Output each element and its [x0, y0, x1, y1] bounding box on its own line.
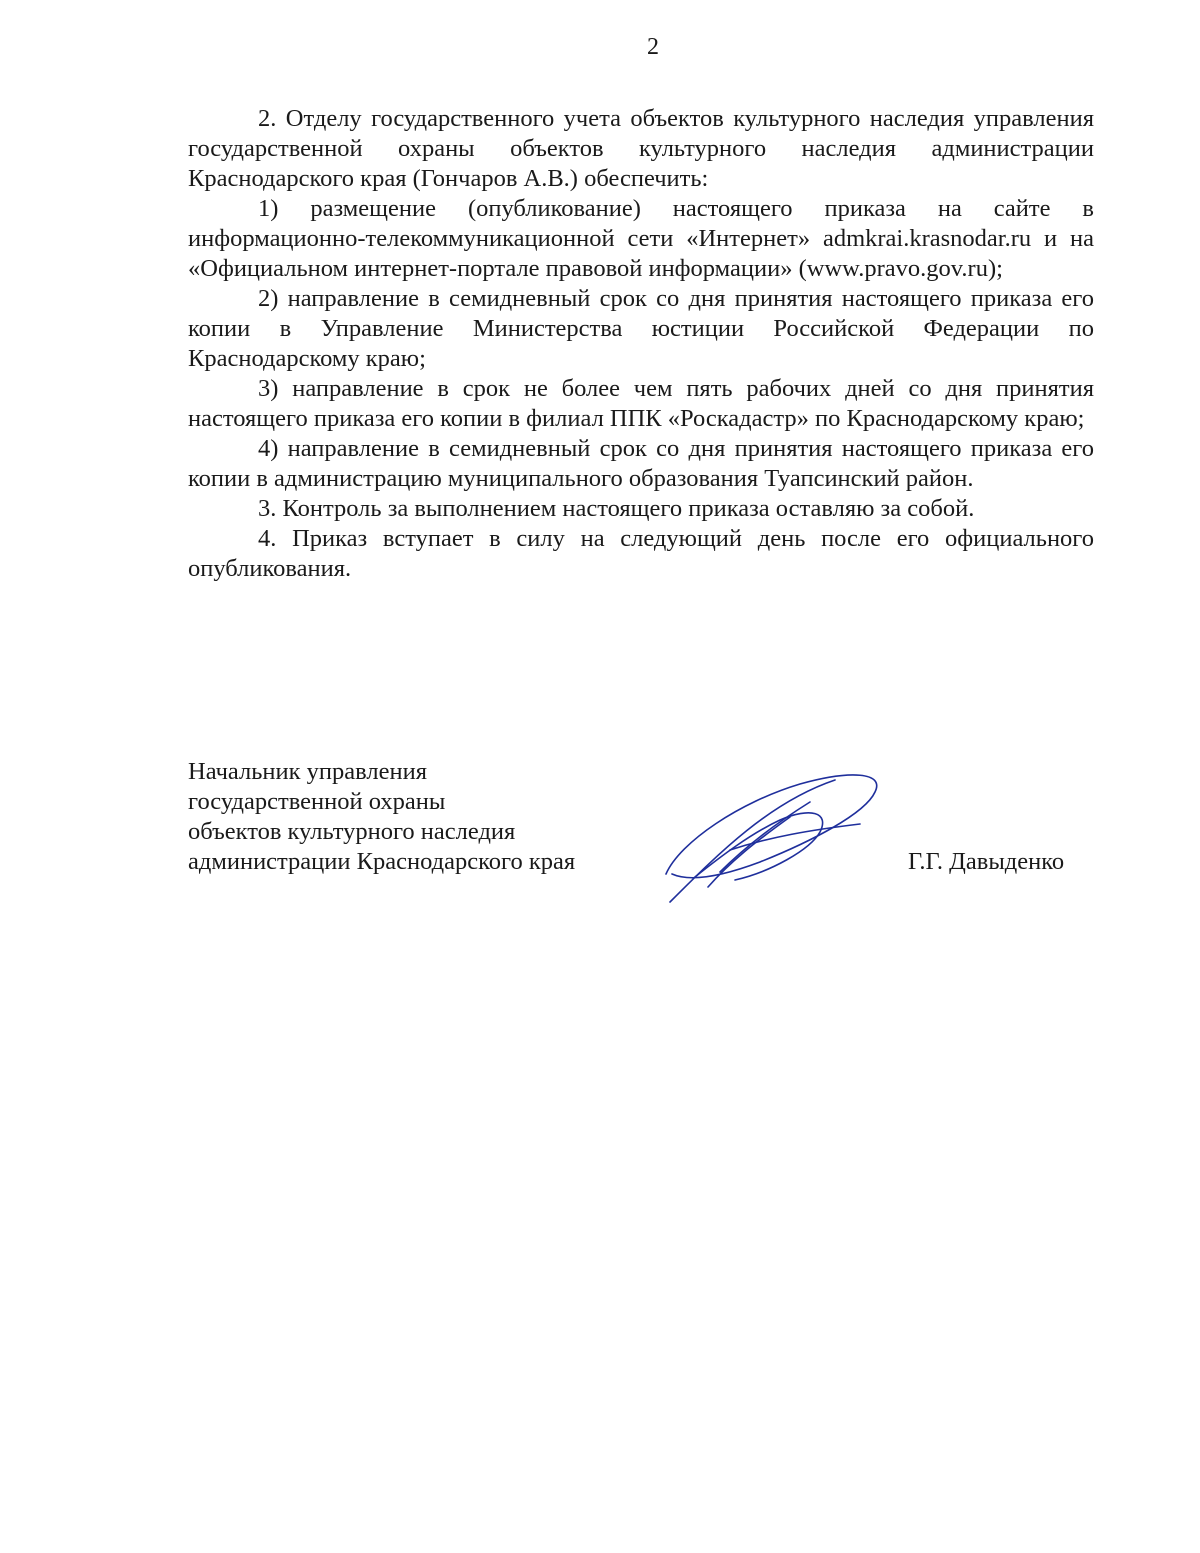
signatory-title-line: государственной охраны — [188, 788, 446, 815]
paragraph-subitem-4: 4) направление в семидневный срок со дня принятия настоящего приказа его копии в администрацию муниципального образования Туапсинский район. — [188, 435, 1094, 492]
paragraph-item-3: 3. Контроль за выполнением настоящего приказа оставляю за собой. — [258, 495, 975, 522]
signatory-title — [188, 757, 618, 877]
paragraph-subitem-2: 2) направление в семидневный срок со дня принятия настоящего приказа его копии в Управление Министерства юстиции Российской Федерации по Краснодарскому краю; — [188, 285, 1094, 372]
paragraph-item-2: 2. Отделу государственного учета объектов культурного наследия управления государственной охраны объектов культурного наследия администрации Краснодарского края (Гончаров А.В.) обеспечить: — [188, 105, 1094, 192]
handwritten-signature — [660, 762, 890, 907]
document-body — [188, 104, 1094, 584]
signer-name: Г.Г. Давыденко — [908, 848, 1065, 875]
signatory-title-line: объектов культурного наследия — [188, 818, 516, 845]
signatory-title-line: администрации Краснодарского края — [188, 848, 576, 875]
signatory-title-line: Начальник управления — [188, 758, 427, 785]
paragraph-item-4: 4. Приказ вступает в силу на следующий день после его официального опубликования. — [188, 525, 1094, 582]
page-number: 2 — [647, 34, 659, 60]
paragraph-subitem-1: 1) размещение (опубликование) настоящего приказа на сайте в информационно-телекоммуникационной сети «Интернет» admkrai.krasnodar.ru и на «Официальном интернет-портале правовой информации» (www.pravo.gov.ru); — [188, 195, 1094, 282]
paragraph-subitem-3: 3) направление в срок не более чем пять рабочих дней со дня принятия настоящего приказа его копии в филиал ППК «Роскадастр» по Краснодарскому краю; — [188, 375, 1094, 432]
